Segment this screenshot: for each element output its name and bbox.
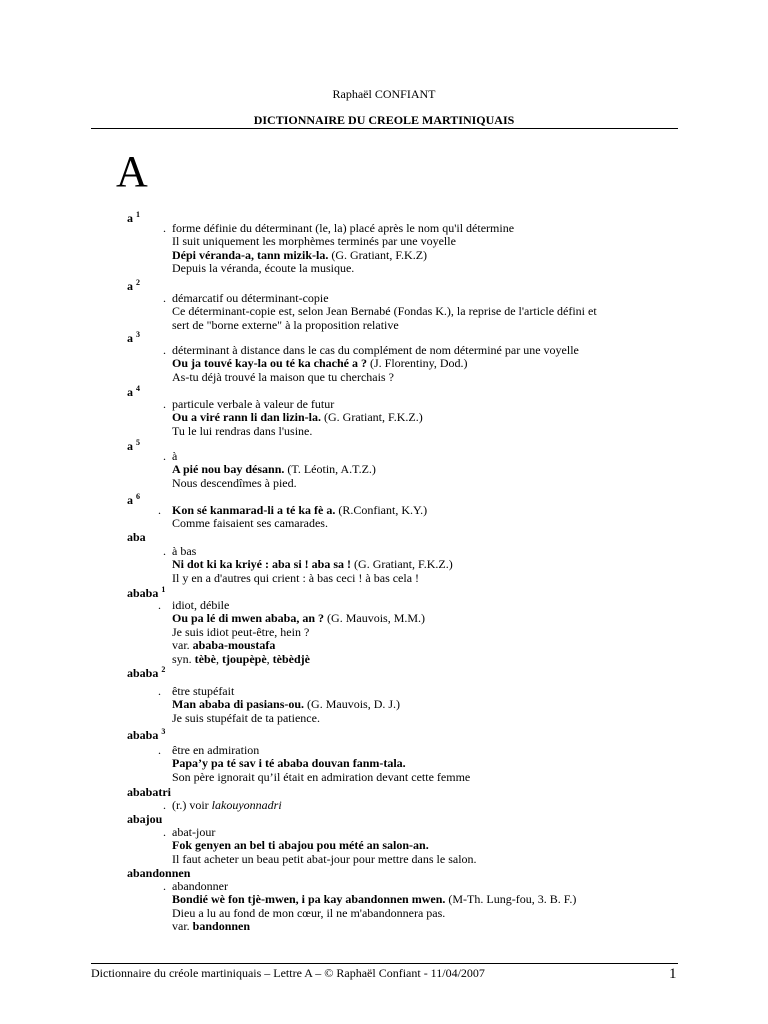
headword-sense-number: 4 xyxy=(136,384,140,393)
definition-text: démarcatif ou déterminant-copie xyxy=(172,291,329,305)
definition-text: abat-jour xyxy=(172,825,216,839)
entry-line: Son père ignorait qu’il était en admiration devant cette femme xyxy=(172,769,471,784)
headword-text: aba xyxy=(127,530,146,544)
headword-sense-number: 3 xyxy=(136,330,140,339)
bullet-dot: . xyxy=(163,879,166,893)
bullet-dot: . xyxy=(163,798,166,812)
entry-line: As-tu déjà trouvé la maison que tu cherchais ? xyxy=(172,369,394,384)
entry-headword xyxy=(127,531,146,544)
cross-reference: lakouyonnadri xyxy=(211,798,282,812)
creole-example: Bondié wè fon tjè-mwen, i pa kay abandonnen mwen. xyxy=(172,892,446,907)
example-line: Ou pa lé di mwen ababa, an ? (G. Mauvois, M.M.) xyxy=(172,611,426,626)
example-line: Ni dot ki ka kriyé : aba si ! aba sa ! (G. Gratiant, F.K.Z.) xyxy=(172,557,453,572)
headword-text: abandonnen xyxy=(127,866,191,880)
example-line: Kon sé kanmarad-li a té ka fè a. (R.Confiant, K.Y.) xyxy=(172,503,428,517)
entry-line: Tu le lui rendras dans l'usine. xyxy=(172,423,313,438)
entry-headword xyxy=(127,490,140,507)
definition-text: idiot, débile xyxy=(172,598,230,612)
entry-headword xyxy=(127,813,162,826)
example-line xyxy=(172,839,429,852)
headword-sense-number: 6 xyxy=(136,492,140,501)
entry-headword xyxy=(127,663,165,680)
definition-text: forme définie du déterminant (le, la) placé après le nom qu'il détermine xyxy=(172,221,515,235)
entry-headword xyxy=(127,328,140,345)
bullet-dot: . xyxy=(163,291,166,305)
example-line: syn. tèbè, tjoupèpè, tèbèdjè xyxy=(172,651,310,666)
example-line: (r.) voir lakouyonnadri xyxy=(172,798,282,812)
entry-line: Il faut acheter un beau petit abat-jour pour mettre dans le salon. xyxy=(172,851,477,866)
creole-example: tèbè xyxy=(194,651,216,666)
author-name: Raphaël CONFIANT xyxy=(332,87,436,101)
headword-sense-number: 5 xyxy=(136,438,140,447)
creole-example: bandonnen xyxy=(192,919,251,934)
entry-line: Je suis idiot peut-être, hein ? xyxy=(172,624,310,639)
creole-example: A pié nou bay désann. xyxy=(172,462,285,477)
definition-text: déterminant à distance dans le cas du complément de nom déterminé par une voyelle xyxy=(172,343,579,357)
creole-example: Dépi véranda-a, tann mizik-la. xyxy=(172,247,329,262)
headword-text: a xyxy=(127,439,133,453)
creole-example: Man ababa di pasians-ou. xyxy=(172,697,305,712)
headword-sense-number: 2 xyxy=(136,278,140,287)
definition-text: particule verbale à valeur de futur xyxy=(172,397,335,411)
bullet-dot: . xyxy=(163,221,166,235)
headword-sense-number: 3 xyxy=(161,727,166,736)
headword-text: a xyxy=(127,493,133,507)
creole-example: Ou pa lé di mwen ababa, an ? xyxy=(172,611,325,626)
creole-example: Fok genyen an bel ti abajou pou mété an salon-an. xyxy=(172,838,429,853)
headword-text: ababa xyxy=(127,728,159,742)
section-letter: A xyxy=(116,147,148,196)
bullet-dot: . xyxy=(158,743,161,757)
example-line: Man ababa di pasians-ou. (G. Mauvois, D. J.) xyxy=(172,697,401,712)
example-line: Dépi véranda-a, tann mizik-la. (G. Gratiant, F.K.Z) xyxy=(172,247,428,262)
headword-text: ababa xyxy=(127,666,159,680)
header-rule xyxy=(91,128,678,129)
bullet-dot: . xyxy=(158,503,161,517)
creole-example: Kon sé kanmarad-li a té ka fè a. xyxy=(172,503,336,517)
headword-text: abajou xyxy=(127,812,163,826)
document-title: DICTIONNAIRE DU CREOLE MARTINIQUAIS xyxy=(253,113,515,127)
entry-line: Dieu a lu au fond de mon cœur, il ne m'abandonnera pas. xyxy=(172,905,446,920)
definition-text: abandonner xyxy=(172,879,228,893)
bullet-dot: . xyxy=(163,397,166,411)
entry-line: sert de "borne externe" à la proposition relative xyxy=(172,317,399,332)
definition-text: à bas xyxy=(172,544,197,558)
headword-text: a xyxy=(127,211,133,225)
creole-example: Ou ja touvé kay-la ou té ka chaché a ? xyxy=(172,356,367,371)
page-number: 1 xyxy=(669,966,677,982)
example-line: Ou ja touvé kay-la ou té ka chaché a ? (J. Florentiny, Dod.) xyxy=(172,356,468,371)
bullet-dot: . xyxy=(163,449,166,463)
headword-sense-number: 1 xyxy=(161,585,166,594)
definition-text: à xyxy=(172,449,178,463)
headword-text: ababatri xyxy=(127,785,172,799)
bullet-dot: . xyxy=(158,598,161,612)
entry-line: Il y en a d'autres qui crient : à bas ceci ! à bas cela ! xyxy=(172,570,420,585)
bullet-dot: . xyxy=(163,825,166,839)
footer-rule xyxy=(91,963,678,964)
entry-line: Nous descendîmes à pied. xyxy=(172,475,297,490)
example-line: A pié nou bay désann. (T. Léotin, A.T.Z.) xyxy=(172,462,376,477)
entry-headword xyxy=(127,276,140,293)
creole-example: ababa-moustafa xyxy=(192,638,276,653)
definition-text: être stupéfait xyxy=(172,684,235,698)
footer-text: Dictionnaire du créole martiniquais – Lettre A – © Raphaël Confiant - 11/04/2007 xyxy=(91,966,485,980)
headword-text: a xyxy=(127,331,133,345)
entry-line: Il suit uniquement les morphèmes terminés par une voyelle xyxy=(172,234,456,249)
entry-line: Je suis stupéfait de ta patience. xyxy=(172,710,320,725)
entry-line: Depuis la véranda, écoute la musique. xyxy=(172,261,355,276)
example-line: Bondié wè fon tjè-mwen, i pa kay abandonnen mwen. (M-Th. Lung-fou, 3. B. F.) xyxy=(172,892,577,907)
example-line: var. ababa-moustafa xyxy=(172,638,276,653)
example-line xyxy=(172,757,406,770)
headword-sense-number: 2 xyxy=(161,665,166,674)
entry-headword xyxy=(127,208,140,225)
creole-example: tèbèdjè xyxy=(272,651,310,666)
entry-headword xyxy=(127,382,140,399)
headword-text: a xyxy=(127,385,133,399)
bullet-dot: . xyxy=(163,343,166,357)
headword-text: a xyxy=(127,279,133,293)
entry-line: Comme faisaient ses camarades. xyxy=(172,516,328,531)
example-line: Ou a viré rann li dan lizin-la. (G. Gratiant, F.K.Z.) xyxy=(172,410,423,425)
bullet-dot: . xyxy=(163,544,166,558)
entry-headword xyxy=(127,436,140,453)
entry-line: Ce déterminant-copie est, selon Jean Bernabé (Fondas K.), la reprise de l'article défini et xyxy=(172,304,597,319)
definition-text: être en admiration xyxy=(172,743,260,757)
headword-sense-number: 1 xyxy=(136,210,140,219)
bullet-dot: . xyxy=(158,684,161,698)
headword-text: ababa xyxy=(127,586,159,600)
entry-headword xyxy=(127,725,165,742)
creole-example: Ou a viré rann li dan lizin-la. xyxy=(172,410,322,425)
example-line: var. bandonnen xyxy=(172,919,251,934)
creole-example: Ni dot ki ka kriyé : aba si ! aba sa ! xyxy=(172,557,352,572)
creole-example: Papa’y pa té sav i té ababa douvan fanm-tala. xyxy=(172,756,406,771)
creole-example: tjoupèpè xyxy=(222,651,267,666)
